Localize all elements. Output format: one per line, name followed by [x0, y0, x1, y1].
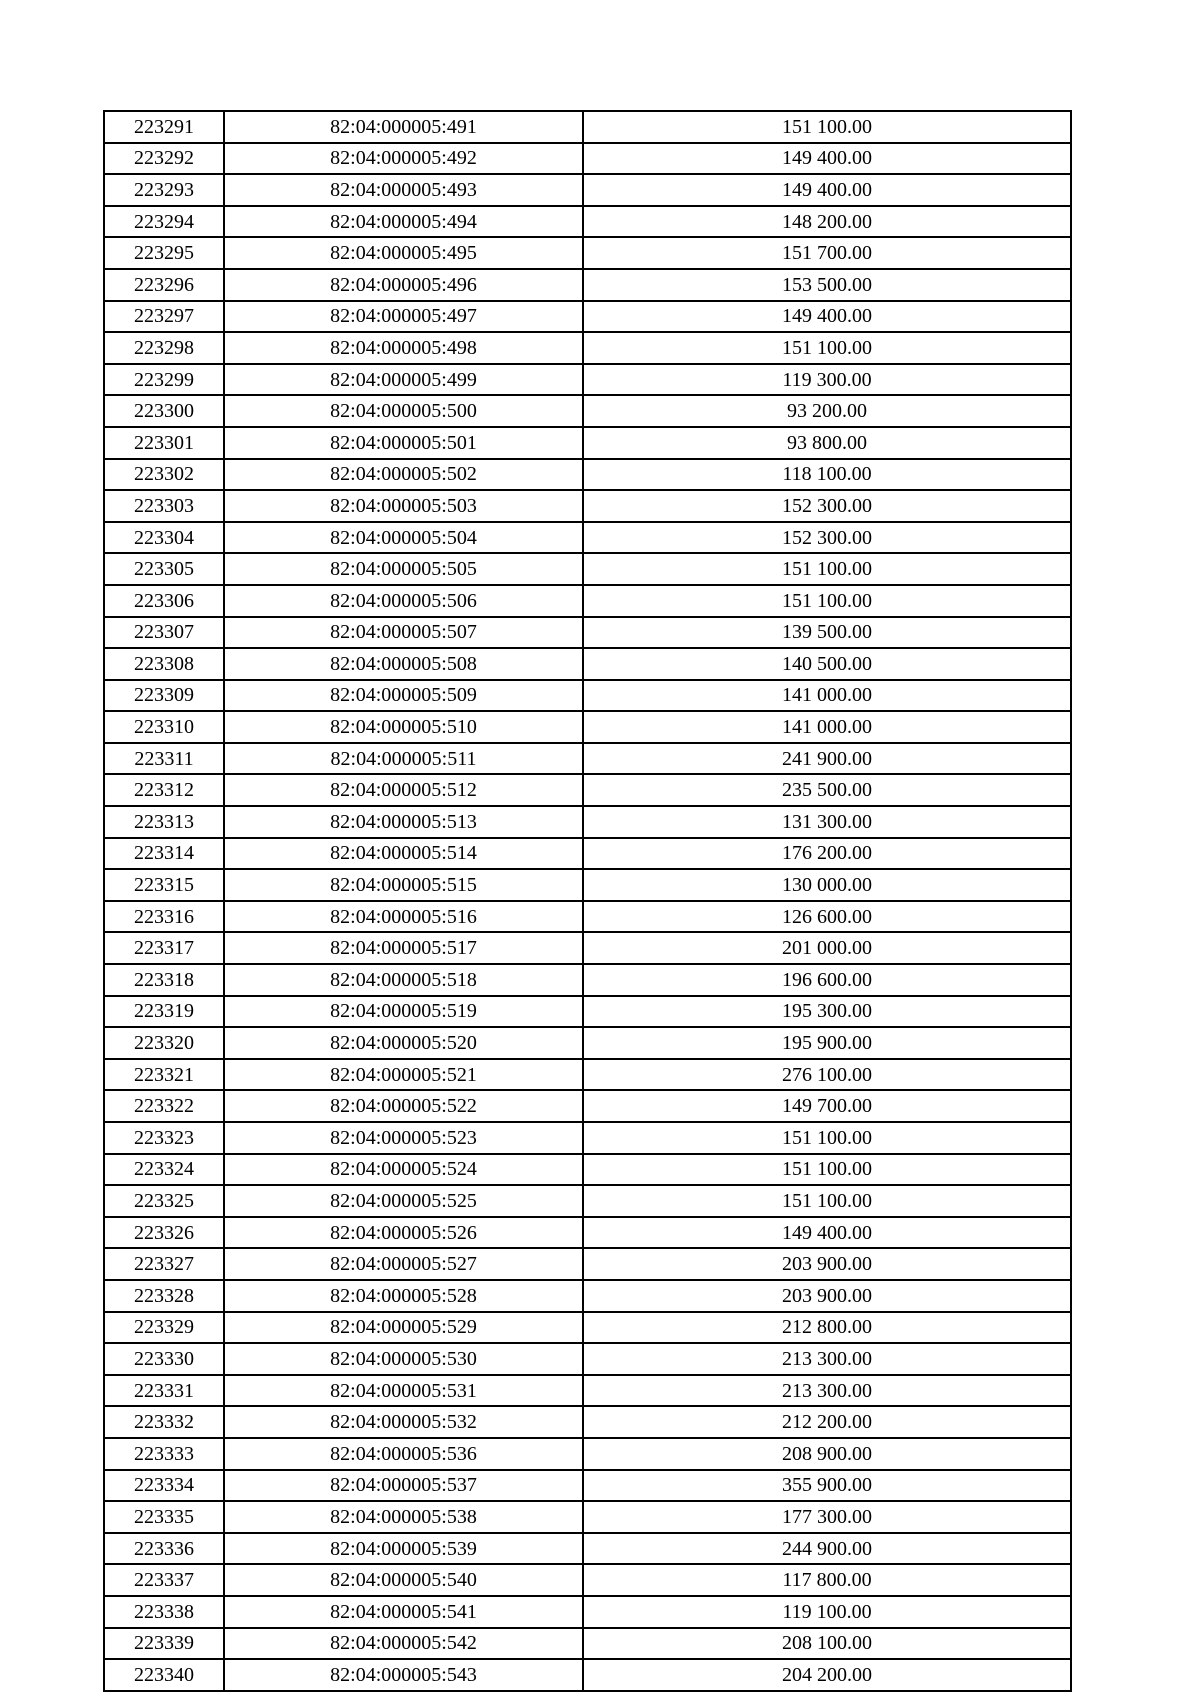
table-row — [104, 1312, 1071, 1344]
cadastral-number-cell: 82:04:000005:495 — [224, 237, 583, 269]
table-row — [104, 522, 1071, 554]
row-number-cell: 223308 — [104, 648, 224, 680]
row-number-cell: 223323 — [104, 1122, 224, 1154]
cadastral-number-cell: 82:04:000005:517 — [224, 932, 583, 964]
cadastral-number-cell: 82:04:000005:540 — [224, 1564, 583, 1596]
cadastral-value-cell: 212 800.00 — [583, 1312, 1071, 1344]
cadastral-value-cell: 117 800.00 — [583, 1564, 1071, 1596]
row-number-cell: 223302 — [104, 459, 224, 491]
table-row — [104, 869, 1071, 901]
cadastral-value-cell: 153 500.00 — [583, 269, 1071, 301]
cadastral-number-cell: 82:04:000005:542 — [224, 1628, 583, 1660]
cadastral-number-cell: 82:04:000005:519 — [224, 996, 583, 1028]
row-number-cell: 223332 — [104, 1406, 224, 1438]
cadastral-value-cell: 151 100.00 — [583, 553, 1071, 585]
cadastral-number-cell: 82:04:000005:509 — [224, 680, 583, 712]
cadastral-value-cell: 244 900.00 — [583, 1533, 1071, 1565]
table-row — [104, 1122, 1071, 1154]
cadastral-number-cell: 82:04:000005:492 — [224, 143, 583, 175]
table-row — [104, 617, 1071, 649]
cadastral-value-cell: 118 100.00 — [583, 459, 1071, 491]
row-number-cell: 223294 — [104, 206, 224, 238]
cadastral-value-cell: 151 700.00 — [583, 237, 1071, 269]
table-row — [104, 174, 1071, 206]
cadastral-number-cell: 82:04:000005:494 — [224, 206, 583, 238]
cadastral-value-cell: 149 700.00 — [583, 1090, 1071, 1122]
cadastral-value-cell: 151 100.00 — [583, 1154, 1071, 1186]
cadastral-value-cell: 203 900.00 — [583, 1248, 1071, 1280]
row-number-cell: 223298 — [104, 332, 224, 364]
cadastral-number-cell: 82:04:000005:520 — [224, 1027, 583, 1059]
table-row — [104, 838, 1071, 870]
row-number-cell: 223331 — [104, 1375, 224, 1407]
cadastral-number-cell: 82:04:000005:536 — [224, 1438, 583, 1470]
row-number-cell: 223311 — [104, 743, 224, 775]
cadastral-number-cell: 82:04:000005:507 — [224, 617, 583, 649]
cadastral-number-cell: 82:04:000005:503 — [224, 490, 583, 522]
table-row — [104, 1343, 1071, 1375]
row-number-cell: 223315 — [104, 869, 224, 901]
cadastral-value-cell: 131 300.00 — [583, 806, 1071, 838]
table-row — [104, 1659, 1071, 1691]
table-row — [104, 301, 1071, 333]
table-row — [104, 553, 1071, 585]
cadastral-value-cell: 140 500.00 — [583, 648, 1071, 680]
table-row — [104, 427, 1071, 459]
cadastral-number-cell: 82:04:000005:511 — [224, 743, 583, 775]
row-number-cell: 223316 — [104, 901, 224, 933]
table-row — [104, 332, 1071, 364]
table-row — [104, 1185, 1071, 1217]
cadastral-number-cell: 82:04:000005:493 — [224, 174, 583, 206]
cadastral-number-cell: 82:04:000005:530 — [224, 1343, 583, 1375]
row-number-cell: 223334 — [104, 1470, 224, 1502]
cadastral-value-cell: 212 200.00 — [583, 1406, 1071, 1438]
cadastral-number-cell: 82:04:000005:532 — [224, 1406, 583, 1438]
row-number-cell: 223314 — [104, 838, 224, 870]
cadastral-number-cell: 82:04:000005:498 — [224, 332, 583, 364]
cadastral-value-cell: 235 500.00 — [583, 774, 1071, 806]
cadastral-number-cell: 82:04:000005:522 — [224, 1090, 583, 1122]
row-number-cell: 223328 — [104, 1280, 224, 1312]
table-body — [104, 111, 1071, 1691]
row-number-cell: 223300 — [104, 395, 224, 427]
row-number-cell: 223335 — [104, 1501, 224, 1533]
cadastral-number-cell: 82:04:000005:504 — [224, 522, 583, 554]
row-number-cell: 223339 — [104, 1628, 224, 1660]
table-row — [104, 901, 1071, 933]
cadastral-number-cell: 82:04:000005:499 — [224, 364, 583, 396]
table-row — [104, 1596, 1071, 1628]
cadastral-number-cell: 82:04:000005:541 — [224, 1596, 583, 1628]
cadastral-number-cell: 82:04:000005:539 — [224, 1533, 583, 1565]
cadastral-value-cell: 130 000.00 — [583, 869, 1071, 901]
cadastral-value-cell: 241 900.00 — [583, 743, 1071, 775]
table-row — [104, 585, 1071, 617]
cadastral-value-cell: 208 900.00 — [583, 1438, 1071, 1470]
cadastral-value-cell: 149 400.00 — [583, 174, 1071, 206]
row-number-cell: 223330 — [104, 1343, 224, 1375]
cadastral-number-cell: 82:04:000005:523 — [224, 1122, 583, 1154]
row-number-cell: 223303 — [104, 490, 224, 522]
cadastral-number-cell: 82:04:000005:537 — [224, 1470, 583, 1502]
row-number-cell: 223321 — [104, 1059, 224, 1091]
table-row — [104, 1090, 1071, 1122]
cadastral-number-cell: 82:04:000005:505 — [224, 553, 583, 585]
table-row — [104, 1470, 1071, 1502]
cadastral-value-cell: 149 400.00 — [583, 143, 1071, 175]
table-row — [104, 1154, 1071, 1186]
row-number-cell: 223291 — [104, 111, 224, 143]
cadastral-value-cell: 119 300.00 — [583, 364, 1071, 396]
table-row — [104, 1533, 1071, 1565]
table-row — [104, 1248, 1071, 1280]
cadastral-value-cell: 208 100.00 — [583, 1628, 1071, 1660]
cadastral-number-cell: 82:04:000005:528 — [224, 1280, 583, 1312]
table-row — [104, 1501, 1071, 1533]
row-number-cell: 223327 — [104, 1248, 224, 1280]
table-row — [104, 648, 1071, 680]
table-row — [104, 1406, 1071, 1438]
cadastral-number-cell: 82:04:000005:501 — [224, 427, 583, 459]
cadastral-number-cell: 82:04:000005:506 — [224, 585, 583, 617]
cadastral-number-cell: 82:04:000005:525 — [224, 1185, 583, 1217]
cadastral-value-cell: 196 600.00 — [583, 964, 1071, 996]
row-number-cell: 223324 — [104, 1154, 224, 1186]
row-number-cell: 223309 — [104, 680, 224, 712]
cadastral-value-cell: 213 300.00 — [583, 1375, 1071, 1407]
row-number-cell: 223301 — [104, 427, 224, 459]
table-row — [104, 1375, 1071, 1407]
cadastral-number-cell: 82:04:000005:514 — [224, 838, 583, 870]
row-number-cell: 223304 — [104, 522, 224, 554]
row-number-cell: 223329 — [104, 1312, 224, 1344]
table-row — [104, 364, 1071, 396]
cadastral-number-cell: 82:04:000005:529 — [224, 1312, 583, 1344]
row-number-cell: 223336 — [104, 1533, 224, 1565]
row-number-cell: 223325 — [104, 1185, 224, 1217]
row-number-cell: 223293 — [104, 174, 224, 206]
cadastral-value-cell: 126 600.00 — [583, 901, 1071, 933]
cadastral-value-cell: 195 300.00 — [583, 996, 1071, 1028]
cadastral-value-cell: 141 000.00 — [583, 711, 1071, 743]
cadastral-number-cell: 82:04:000005:515 — [224, 869, 583, 901]
cadastral-number-cell: 82:04:000005:508 — [224, 648, 583, 680]
table-row — [104, 490, 1071, 522]
row-number-cell: 223337 — [104, 1564, 224, 1596]
cadastral-value-cell: 151 100.00 — [583, 332, 1071, 364]
table-row — [104, 932, 1071, 964]
table-row — [104, 806, 1071, 838]
cadastral-value-cell: 119 100.00 — [583, 1596, 1071, 1628]
row-number-cell: 223322 — [104, 1090, 224, 1122]
cadastral-value-cell: 151 100.00 — [583, 585, 1071, 617]
cadastral-number-cell: 82:04:000005:502 — [224, 459, 583, 491]
cadastral-number-cell: 82:04:000005:497 — [224, 301, 583, 333]
cadastral-value-cell: 152 300.00 — [583, 522, 1071, 554]
table-row — [104, 1564, 1071, 1596]
row-number-cell: 223317 — [104, 932, 224, 964]
row-number-cell: 223313 — [104, 806, 224, 838]
row-number-cell: 223292 — [104, 143, 224, 175]
cadastral-value-cell: 151 100.00 — [583, 1185, 1071, 1217]
table-row — [104, 1217, 1071, 1249]
table-row — [104, 1438, 1071, 1470]
cadastral-number-cell: 82:04:000005:521 — [224, 1059, 583, 1091]
cadastral-value-cell: 151 100.00 — [583, 111, 1071, 143]
row-number-cell: 223297 — [104, 301, 224, 333]
cadastral-value-cell: 176 200.00 — [583, 838, 1071, 870]
cadastral-value-cell: 149 400.00 — [583, 301, 1071, 333]
cadastral-value-cell: 149 400.00 — [583, 1217, 1071, 1249]
cadastral-value-cell: 148 200.00 — [583, 206, 1071, 238]
row-number-cell: 223305 — [104, 553, 224, 585]
cadastral-value-table — [103, 110, 1072, 1692]
cadastral-value-cell: 276 100.00 — [583, 1059, 1071, 1091]
table-row — [104, 269, 1071, 301]
cadastral-value-cell: 93 800.00 — [583, 427, 1071, 459]
row-number-cell: 223318 — [104, 964, 224, 996]
cadastral-value-cell: 141 000.00 — [583, 680, 1071, 712]
cadastral-number-cell: 82:04:000005:518 — [224, 964, 583, 996]
table-row — [104, 743, 1071, 775]
row-number-cell: 223326 — [104, 1217, 224, 1249]
table-row — [104, 1059, 1071, 1091]
cadastral-value-cell: 177 300.00 — [583, 1501, 1071, 1533]
row-number-cell: 223338 — [104, 1596, 224, 1628]
cadastral-number-cell: 82:04:000005:513 — [224, 806, 583, 838]
table-row — [104, 711, 1071, 743]
table-row — [104, 111, 1071, 143]
cadastral-number-cell: 82:04:000005:516 — [224, 901, 583, 933]
row-number-cell: 223296 — [104, 269, 224, 301]
cadastral-number-cell: 82:04:000005:500 — [224, 395, 583, 427]
table-row — [104, 395, 1071, 427]
cadastral-value-cell: 151 100.00 — [583, 1122, 1071, 1154]
table-row — [104, 1628, 1071, 1660]
table-row — [104, 774, 1071, 806]
cadastral-number-cell: 82:04:000005:524 — [224, 1154, 583, 1186]
row-number-cell: 223333 — [104, 1438, 224, 1470]
cadastral-number-cell: 82:04:000005:491 — [224, 111, 583, 143]
table-row — [104, 1280, 1071, 1312]
cadastral-value-cell: 213 300.00 — [583, 1343, 1071, 1375]
cadastral-number-cell: 82:04:000005:531 — [224, 1375, 583, 1407]
row-number-cell: 223299 — [104, 364, 224, 396]
cadastral-value-cell: 203 900.00 — [583, 1280, 1071, 1312]
row-number-cell: 223307 — [104, 617, 224, 649]
cadastral-number-cell: 82:04:000005:538 — [224, 1501, 583, 1533]
cadastral-value-cell: 195 900.00 — [583, 1027, 1071, 1059]
cadastral-number-cell: 82:04:000005:496 — [224, 269, 583, 301]
table-row — [104, 680, 1071, 712]
cadastral-value-cell: 201 000.00 — [583, 932, 1071, 964]
table-row — [104, 964, 1071, 996]
cadastral-value-cell: 355 900.00 — [583, 1470, 1071, 1502]
row-number-cell: 223319 — [104, 996, 224, 1028]
cadastral-number-cell: 82:04:000005:526 — [224, 1217, 583, 1249]
cadastral-value-cell: 93 200.00 — [583, 395, 1071, 427]
row-number-cell: 223295 — [104, 237, 224, 269]
cadastral-value-cell: 152 300.00 — [583, 490, 1071, 522]
row-number-cell: 223340 — [104, 1659, 224, 1691]
row-number-cell: 223310 — [104, 711, 224, 743]
cadastral-value-cell: 204 200.00 — [583, 1659, 1071, 1691]
row-number-cell: 223312 — [104, 774, 224, 806]
row-number-cell: 223306 — [104, 585, 224, 617]
row-number-cell: 223320 — [104, 1027, 224, 1059]
table-row — [104, 206, 1071, 238]
cadastral-value-cell: 139 500.00 — [583, 617, 1071, 649]
cadastral-number-cell: 82:04:000005:543 — [224, 1659, 583, 1691]
cadastral-number-cell: 82:04:000005:510 — [224, 711, 583, 743]
cadastral-number-cell: 82:04:000005:527 — [224, 1248, 583, 1280]
cadastral-number-cell: 82:04:000005:512 — [224, 774, 583, 806]
table-row — [104, 1027, 1071, 1059]
table-row — [104, 459, 1071, 491]
table-row — [104, 237, 1071, 269]
table-row — [104, 143, 1071, 175]
table-row — [104, 996, 1071, 1028]
